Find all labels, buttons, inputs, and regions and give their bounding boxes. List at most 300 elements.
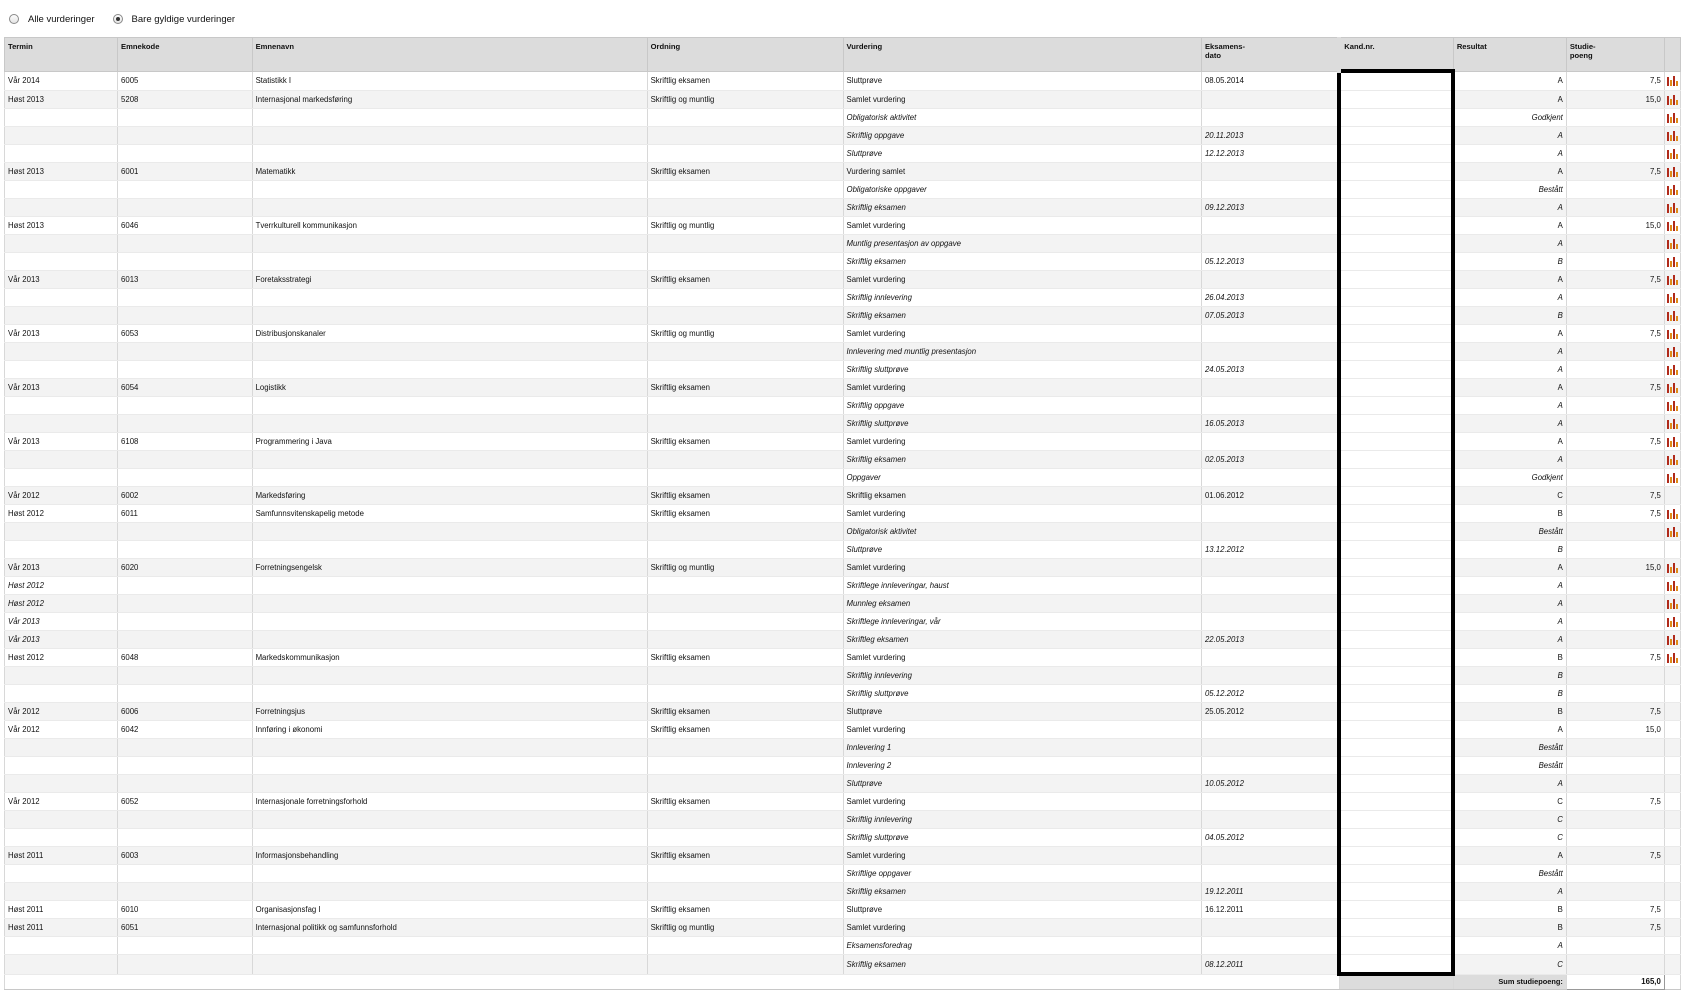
table-row[interactable] <box>5 307 1681 325</box>
cell-vurdering: Samlet vurdering <box>843 847 1201 865</box>
cell-termin <box>5 289 118 307</box>
sum-spacer <box>5 974 1340 990</box>
cell-emnenavn: Markedskommunikasjon <box>252 649 647 667</box>
bar-chart-icon[interactable] <box>1667 383 1678 393</box>
assessment-filter <box>9 11 253 27</box>
cell-emnenavn <box>252 739 647 757</box>
cell-emnekode <box>118 343 253 361</box>
cell-vurdering: Skriftlige oppgaver <box>843 865 1201 883</box>
table-row[interactable] <box>5 217 1681 235</box>
cell-icon <box>1664 955 1680 975</box>
cell-termin <box>5 523 118 541</box>
table-header <box>5 38 1681 72</box>
cell-ordning <box>647 451 843 469</box>
bar-chart-icon[interactable] <box>1667 635 1678 645</box>
cell-studiepoeng: 7,5 <box>1566 901 1664 919</box>
cell-emnekode <box>118 541 253 559</box>
cell-emnenavn <box>252 199 647 217</box>
cell-emnenavn <box>252 685 647 703</box>
cell-eksamensdato <box>1201 217 1339 235</box>
cell-emnenavn: Statistikk I <box>252 71 647 91</box>
cell-studiepoeng <box>1566 631 1664 649</box>
cell-emnenavn <box>252 595 647 613</box>
cell-eksamensdato <box>1201 847 1339 865</box>
cell-kandnr-redacted <box>1339 181 1453 199</box>
cell-vurdering: Eksamensforedrag <box>843 937 1201 955</box>
cell-emnenavn <box>252 307 647 325</box>
cell-vurdering: Skriftlege innleveringar, haust <box>843 577 1201 595</box>
cell-studiepoeng: 7,5 <box>1566 325 1664 343</box>
table-row[interactable] <box>5 847 1681 865</box>
cell-ordning: Skriftlig eksamen <box>647 71 843 91</box>
cell-emnenavn <box>252 811 647 829</box>
cell-icon <box>1664 685 1680 703</box>
cell-kandnr-redacted <box>1339 217 1453 235</box>
col-studiepoeng-header[interactable]: Studie- poeng <box>1566 38 1664 72</box>
table-row[interactable] <box>5 487 1681 505</box>
bar-chart-icon[interactable] <box>1667 257 1678 267</box>
table-row[interactable] <box>5 343 1681 361</box>
cell-ordning <box>647 541 843 559</box>
table-row[interactable] <box>5 163 1681 181</box>
bar-chart-icon[interactable] <box>1667 437 1678 447</box>
cell-kandnr-redacted <box>1339 829 1453 847</box>
bar-chart-icon[interactable] <box>1667 293 1678 303</box>
cell-studiepoeng: 7,5 <box>1566 649 1664 667</box>
cell-resultat: A <box>1453 883 1566 901</box>
cell-emnenavn: Matematikk <box>252 163 647 181</box>
col-kandnr-header[interactable]: Kand.nr. <box>1339 38 1453 72</box>
cell-emnekode <box>118 469 253 487</box>
cell-vurdering: Skriftlig eksamen <box>843 451 1201 469</box>
table-row[interactable] <box>5 541 1681 559</box>
cell-eksamensdato <box>1201 613 1339 631</box>
cell-studiepoeng <box>1566 757 1664 775</box>
cell-vurdering: Sluttprøve <box>843 775 1201 793</box>
cell-resultat: A <box>1453 775 1566 793</box>
cell-studiepoeng <box>1566 289 1664 307</box>
cell-termin: Høst 2013 <box>5 217 118 235</box>
cell-emnekode <box>118 307 253 325</box>
cell-studiepoeng: 15,0 <box>1566 217 1664 235</box>
cell-icon <box>1664 91 1680 109</box>
table-row[interactable] <box>5 505 1681 523</box>
cell-ordning <box>647 595 843 613</box>
table-row[interactable] <box>5 433 1681 451</box>
cell-icon <box>1664 289 1680 307</box>
cell-emnekode <box>118 937 253 955</box>
cell-resultat: A <box>1453 613 1566 631</box>
bar-chart-icon[interactable] <box>1667 185 1678 195</box>
cell-termin <box>5 865 118 883</box>
cell-emnekode <box>118 523 253 541</box>
cell-eksamensdato: 01.06.2012 <box>1201 487 1339 505</box>
cell-resultat: A <box>1453 127 1566 145</box>
table-row[interactable] <box>5 613 1681 631</box>
cell-eksamensdato <box>1201 919 1339 937</box>
cell-studiepoeng <box>1566 127 1664 145</box>
cell-studiepoeng <box>1566 685 1664 703</box>
cell-emnenavn: Samfunnsvitenskapelig metode <box>252 505 647 523</box>
cell-emnenavn <box>252 937 647 955</box>
table-row[interactable] <box>5 595 1681 613</box>
cell-eksamensdato: 08.05.2014 <box>1201 71 1339 91</box>
cell-resultat: A <box>1453 91 1566 109</box>
cell-emnekode <box>118 613 253 631</box>
cell-studiepoeng <box>1566 775 1664 793</box>
cell-resultat: A <box>1453 595 1566 613</box>
cell-ordning <box>647 307 843 325</box>
cell-emnekode: 6010 <box>118 901 253 919</box>
cell-emnenavn: Informasjonsbehandling <box>252 847 647 865</box>
table-row[interactable] <box>5 145 1681 163</box>
radio-all[interactable] <box>9 14 19 24</box>
cell-kandnr-redacted <box>1339 739 1453 757</box>
cell-emnekode <box>118 577 253 595</box>
cell-kandnr-redacted <box>1339 613 1453 631</box>
cell-emnekode <box>118 361 253 379</box>
cell-kandnr-redacted <box>1339 901 1453 919</box>
bar-chart-icon[interactable] <box>1667 113 1678 123</box>
table-row[interactable] <box>5 721 1681 739</box>
bar-chart-icon[interactable] <box>1667 311 1678 321</box>
cell-resultat: Godkjent <box>1453 109 1566 127</box>
table-row[interactable] <box>5 667 1681 685</box>
cell-eksamensdato <box>1201 397 1339 415</box>
col-termin-header[interactable]: Termin <box>5 38 118 72</box>
cell-kandnr-redacted <box>1339 865 1453 883</box>
cell-emnenavn <box>252 451 647 469</box>
cell-kandnr-redacted <box>1339 523 1453 541</box>
cell-kandnr-redacted <box>1339 325 1453 343</box>
bar-chart-icon[interactable] <box>1667 653 1678 663</box>
col-emnekode-header[interactable]: Emnekode <box>118 38 253 72</box>
cell-vurdering: Skriftlig innlevering <box>843 811 1201 829</box>
cell-studiepoeng <box>1566 415 1664 433</box>
table-row[interactable] <box>5 379 1681 397</box>
cell-termin <box>5 829 118 847</box>
cell-eksamensdato: 10.05.2012 <box>1201 775 1339 793</box>
bar-chart-icon[interactable] <box>1667 275 1678 285</box>
cell-termin <box>5 415 118 433</box>
cell-studiepoeng <box>1566 199 1664 217</box>
bar-chart-icon[interactable] <box>1667 527 1678 537</box>
table-row[interactable] <box>5 937 1681 955</box>
cell-termin: Høst 2013 <box>5 163 118 181</box>
cell-studiepoeng: 15,0 <box>1566 91 1664 109</box>
cell-ordning: Skriftlig eksamen <box>647 793 843 811</box>
cell-studiepoeng <box>1566 397 1664 415</box>
cell-emnekode <box>118 775 253 793</box>
table-row[interactable] <box>5 901 1681 919</box>
table-row[interactable] <box>5 811 1681 829</box>
cell-kandnr-redacted <box>1339 667 1453 685</box>
col-eksamensdato-header[interactable]: Eksamens- dato <box>1201 38 1339 72</box>
cell-icon <box>1664 919 1680 937</box>
cell-termin <box>5 361 118 379</box>
cell-kandnr-redacted <box>1339 541 1453 559</box>
cell-icon <box>1664 541 1680 559</box>
bar-chart-icon[interactable] <box>1667 599 1678 609</box>
cell-resultat: A <box>1453 397 1566 415</box>
bar-chart-icon[interactable] <box>1667 509 1678 519</box>
cell-studiepoeng: 15,0 <box>1566 721 1664 739</box>
cell-resultat: A <box>1453 721 1566 739</box>
table-row[interactable] <box>5 289 1681 307</box>
cell-studiepoeng: 7,5 <box>1566 919 1664 937</box>
bar-chart-icon[interactable] <box>1667 329 1678 339</box>
table-row[interactable] <box>5 235 1681 253</box>
cell-resultat: A <box>1453 271 1566 289</box>
radio-valid[interactable] <box>113 14 123 24</box>
table-row[interactable] <box>5 253 1681 271</box>
cell-ordning: Skriftlig eksamen <box>647 163 843 181</box>
cell-icon <box>1664 703 1680 721</box>
filter-all-label: Alle vurderinger <box>28 13 95 25</box>
col-vurdering-header[interactable]: Vurdering <box>843 38 1201 72</box>
table-row[interactable] <box>5 955 1681 975</box>
cell-resultat: A <box>1453 577 1566 595</box>
cell-resultat: A <box>1453 343 1566 361</box>
cell-resultat: Bestått <box>1453 739 1566 757</box>
table-row[interactable] <box>5 649 1681 667</box>
cell-kandnr-redacted <box>1339 577 1453 595</box>
cell-vurdering: Samlet vurdering <box>843 271 1201 289</box>
cell-kandnr-redacted <box>1339 199 1453 217</box>
cell-ordning <box>647 577 843 595</box>
cell-kandnr-redacted <box>1339 289 1453 307</box>
cell-ordning: Skriftlig og muntlig <box>647 325 843 343</box>
table-row[interactable] <box>5 91 1681 109</box>
cell-termin <box>5 127 118 145</box>
cell-ordning: Skriftlig og muntlig <box>647 919 843 937</box>
cell-studiepoeng <box>1566 811 1664 829</box>
cell-ordning <box>647 685 843 703</box>
table-row[interactable] <box>5 757 1681 775</box>
cell-kandnr-redacted <box>1339 775 1453 793</box>
table-row[interactable] <box>5 109 1681 127</box>
table-row[interactable] <box>5 775 1681 793</box>
cell-studiepoeng: 7,5 <box>1566 703 1664 721</box>
cell-resultat: Godkjent <box>1453 469 1566 487</box>
bar-chart-icon[interactable] <box>1667 401 1678 411</box>
cell-emnekode <box>118 397 253 415</box>
bar-chart-icon[interactable] <box>1667 203 1678 213</box>
cell-termin <box>5 145 118 163</box>
cell-eksamensdato: 19.12.2011 <box>1201 883 1339 901</box>
cell-vurdering: Skriftlig eksamen <box>843 253 1201 271</box>
cell-termin: Vår 2014 <box>5 71 118 91</box>
cell-ordning: Skriftlig eksamen <box>647 901 843 919</box>
cell-studiepoeng: 7,5 <box>1566 793 1664 811</box>
cell-icon <box>1664 829 1680 847</box>
cell-vurdering: Skriftlig innlevering <box>843 289 1201 307</box>
table-row[interactable] <box>5 793 1681 811</box>
table-row[interactable] <box>5 127 1681 145</box>
cell-eksamensdato <box>1201 109 1339 127</box>
cell-icon <box>1664 595 1680 613</box>
table-row[interactable] <box>5 415 1681 433</box>
table-row[interactable] <box>5 883 1681 901</box>
col-resultat-header[interactable]: Resultat <box>1453 38 1566 72</box>
table-row[interactable] <box>5 559 1681 577</box>
cell-eksamensdato <box>1201 595 1339 613</box>
cell-eksamensdato <box>1201 433 1339 451</box>
cell-emnekode: 6053 <box>118 325 253 343</box>
cell-emnenavn <box>252 289 647 307</box>
cell-emnekode <box>118 109 253 127</box>
cell-termin: Høst 2012 <box>5 577 118 595</box>
table-row[interactable] <box>5 865 1681 883</box>
cell-termin: Høst 2012 <box>5 649 118 667</box>
table-row[interactable] <box>5 325 1681 343</box>
cell-emnenavn <box>252 343 647 361</box>
cell-studiepoeng: 7,5 <box>1566 379 1664 397</box>
sum-icon-spacer <box>1664 974 1680 990</box>
cell-icon <box>1664 649 1680 667</box>
bar-chart-icon[interactable] <box>1667 167 1678 177</box>
cell-resultat: C <box>1453 829 1566 847</box>
cell-emnekode <box>118 685 253 703</box>
cell-ordning <box>647 397 843 415</box>
cell-emnenavn <box>252 235 647 253</box>
cell-icon <box>1664 127 1680 145</box>
cell-icon <box>1664 163 1680 181</box>
bar-chart-icon[interactable] <box>1667 149 1678 159</box>
table-row[interactable] <box>5 703 1681 721</box>
bar-chart-icon[interactable] <box>1667 239 1678 249</box>
cell-emnenavn <box>252 667 647 685</box>
cell-icon <box>1664 415 1680 433</box>
cell-emnekode <box>118 883 253 901</box>
cell-kandnr-redacted <box>1339 109 1453 127</box>
cell-emnenavn <box>252 613 647 631</box>
table-row[interactable] <box>5 829 1681 847</box>
bar-chart-icon[interactable] <box>1667 563 1678 573</box>
table-row[interactable] <box>5 469 1681 487</box>
table-row[interactable] <box>5 397 1681 415</box>
cell-icon <box>1664 505 1680 523</box>
bar-chart-icon[interactable] <box>1667 365 1678 375</box>
filter-valid-label: Bare gyldige vurderinger <box>131 13 236 25</box>
cell-studiepoeng: 7,5 <box>1566 163 1664 181</box>
table-row[interactable] <box>5 919 1681 937</box>
bar-chart-icon[interactable] <box>1667 617 1678 627</box>
bar-chart-icon[interactable] <box>1667 76 1678 86</box>
cell-resultat: C <box>1453 793 1566 811</box>
cell-ordning: Skriftlig eksamen <box>647 703 843 721</box>
cell-vurdering: Samlet vurdering <box>843 721 1201 739</box>
cell-studiepoeng <box>1566 667 1664 685</box>
table-row[interactable] <box>5 523 1681 541</box>
table-row[interactable] <box>5 451 1681 469</box>
cell-vurdering: Innlevering 1 <box>843 739 1201 757</box>
table-row[interactable] <box>5 71 1681 91</box>
cell-ordning <box>647 415 843 433</box>
cell-vurdering: Samlet vurdering <box>843 325 1201 343</box>
bar-chart-icon[interactable] <box>1667 455 1678 465</box>
bar-chart-icon[interactable] <box>1667 419 1678 429</box>
cell-kandnr-redacted <box>1339 343 1453 361</box>
table-row[interactable] <box>5 181 1681 199</box>
cell-ordning <box>647 181 843 199</box>
cell-termin <box>5 109 118 127</box>
bar-chart-icon[interactable] <box>1667 131 1678 141</box>
table-row[interactable] <box>5 199 1681 217</box>
cell-kandnr-redacted <box>1339 469 1453 487</box>
cell-eksamensdato: 04.05.2012 <box>1201 829 1339 847</box>
bar-chart-icon[interactable] <box>1667 473 1678 483</box>
cell-emnekode <box>118 757 253 775</box>
filter-valid-option[interactable] <box>113 14 236 25</box>
cell-studiepoeng <box>1566 739 1664 757</box>
table-row[interactable] <box>5 361 1681 379</box>
col-emnenavn-header[interactable]: Emnenavn <box>252 38 647 72</box>
cell-vurdering: Skriftlig eksamen <box>843 955 1201 975</box>
cell-emnekode <box>118 667 253 685</box>
cell-termin: Høst 2012 <box>5 595 118 613</box>
cell-studiepoeng: 7,5 <box>1566 271 1664 289</box>
cell-termin <box>5 685 118 703</box>
cell-emnenavn <box>252 541 647 559</box>
cell-emnenavn <box>252 127 647 145</box>
cell-icon <box>1664 397 1680 415</box>
cell-studiepoeng <box>1566 523 1664 541</box>
cell-icon <box>1664 883 1680 901</box>
cell-eksamensdato: 05.12.2013 <box>1201 253 1339 271</box>
cell-resultat: B <box>1453 307 1566 325</box>
cell-eksamensdato <box>1201 649 1339 667</box>
cell-resultat: B <box>1453 253 1566 271</box>
cell-termin: Høst 2013 <box>5 91 118 109</box>
table-row[interactable] <box>5 685 1681 703</box>
bar-chart-icon[interactable] <box>1667 221 1678 231</box>
cell-eksamensdato: 22.05.2013 <box>1201 631 1339 649</box>
cell-vurdering: Skriftlig sluttprøve <box>843 685 1201 703</box>
table-row[interactable] <box>5 631 1681 649</box>
bar-chart-icon[interactable] <box>1667 581 1678 591</box>
cell-ordning: Skriftlig eksamen <box>647 433 843 451</box>
cell-emnenavn: Programmering i Java <box>252 433 647 451</box>
cell-emnekode: 6002 <box>118 487 253 505</box>
cell-vurdering: Sluttprøve <box>843 703 1201 721</box>
cell-icon <box>1664 307 1680 325</box>
cell-termin <box>5 739 118 757</box>
cell-emnekode <box>118 451 253 469</box>
cell-kandnr-redacted <box>1339 703 1453 721</box>
cell-studiepoeng <box>1566 955 1664 975</box>
cell-icon <box>1664 631 1680 649</box>
cell-eksamensdato <box>1201 757 1339 775</box>
table-row[interactable] <box>5 577 1681 595</box>
cell-resultat: A <box>1453 71 1566 91</box>
bar-chart-icon[interactable] <box>1667 95 1678 105</box>
table-row[interactable] <box>5 271 1681 289</box>
filter-all-option[interactable] <box>9 14 95 25</box>
cell-termin: Vår 2013 <box>5 433 118 451</box>
table-row[interactable] <box>5 739 1681 757</box>
cell-emnenavn <box>252 775 647 793</box>
cell-ordning <box>647 613 843 631</box>
cell-kandnr-redacted <box>1339 71 1453 91</box>
bar-chart-icon[interactable] <box>1667 347 1678 357</box>
col-ordning-header[interactable]: Ordning <box>647 38 843 72</box>
cell-icon <box>1664 71 1680 91</box>
cell-emnekode: 6020 <box>118 559 253 577</box>
cell-kandnr-redacted <box>1339 361 1453 379</box>
cell-eksamensdato: 24.05.2013 <box>1201 361 1339 379</box>
cell-icon <box>1664 775 1680 793</box>
